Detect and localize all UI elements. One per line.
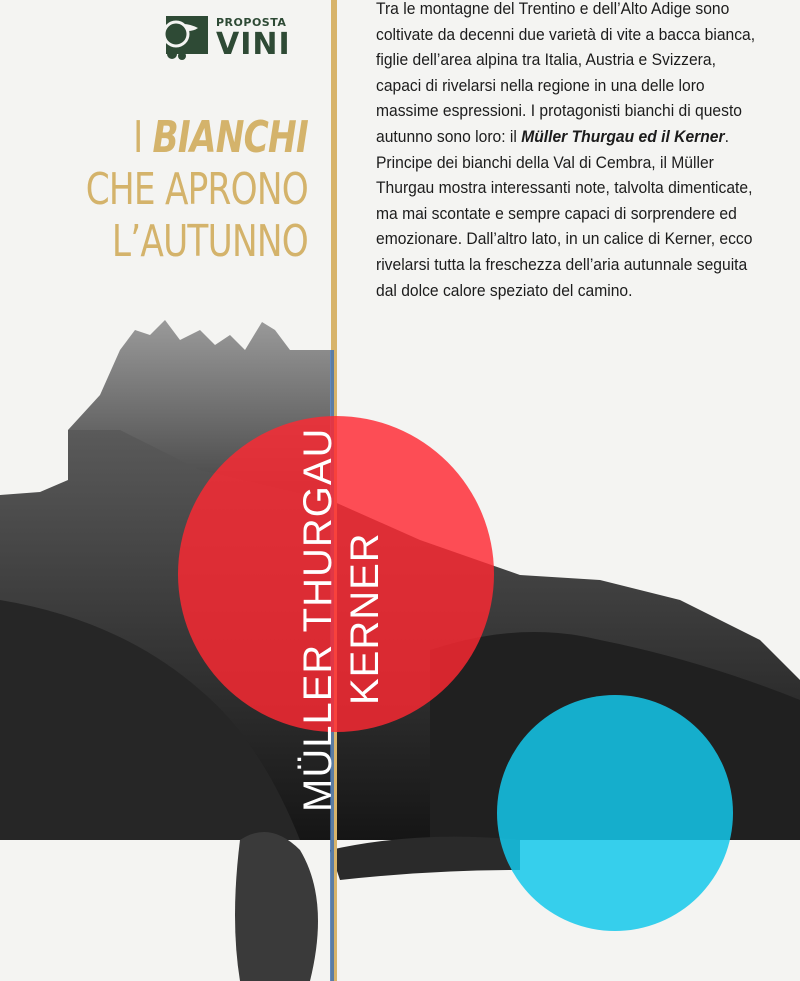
vertical-label-muller-thurgau: MÜLLER THURGAU [296,427,340,812]
grape-cluster-circle [497,695,733,931]
intro-paragraph [376,0,762,303]
vertical-label-kerner: KERNER [343,532,387,705]
logo-bottom-text: VINI [216,26,291,62]
headline-line-3: L’AUTUNNO [111,216,308,267]
headline-prefix: I [133,112,153,163]
intro-text-part-2: . Principe dei bianchi della Val di Cembra, il Müller Thurgau mostra interessanti note, talvolta dimenticate, ma mai scontate e sempre capaci di sorprendere ed emozionare. Dall’altro lato, in un calice di Kerner, ecco rivelarsi tutta la freschezza dell’aria autunnale seguita dal dolce calore speziato del camino. [376,126,753,300]
headline-line-2: CHE APRONO [85,164,308,215]
headline-bold: BIANCHI [152,112,308,163]
logo-top-text: PROPOSTA [216,15,287,29]
intro-text-part-1: Tra le montagne del Trentino e dell’Alto Adige sono coltivate da decenni due varietà di vite a bacca bianca, figlie dell’area alpina tra Italia, Austria e Svizzera, capaci di rivelarsi nella regione in una delle loro massime espressioni. I protagonisti bianchi di questo autunno sono loro: il [376,0,756,146]
intro-text-bold: Müller Thurgau ed il Kerner [521,126,725,146]
